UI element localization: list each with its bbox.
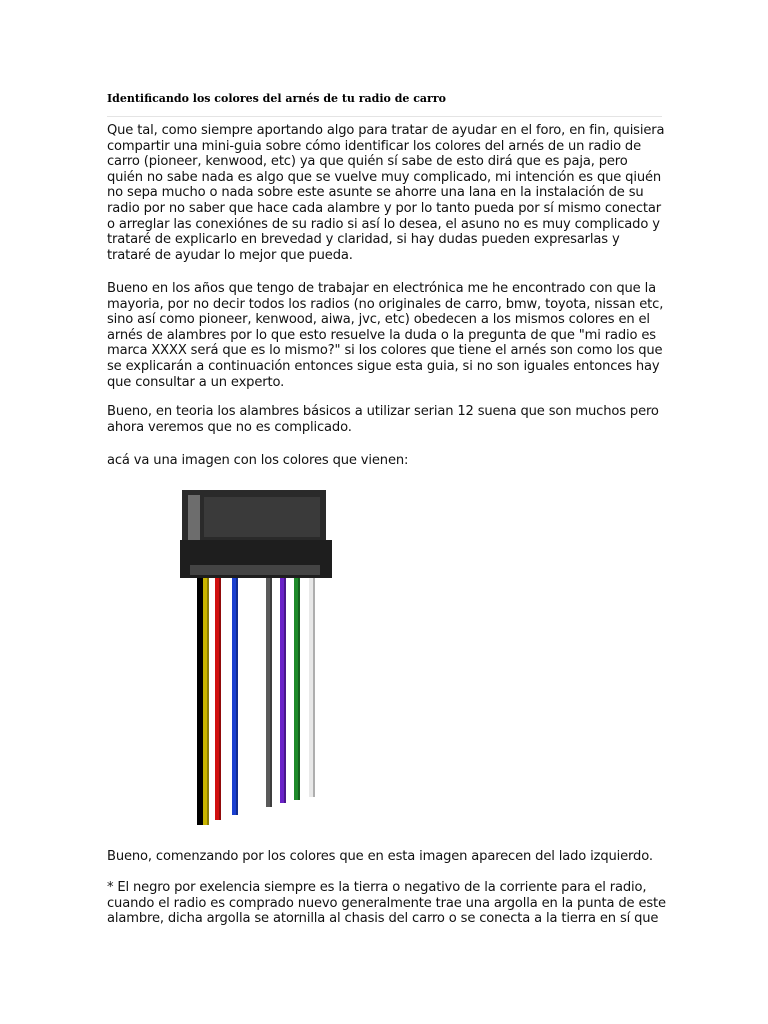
paragraph-image-intro: acá va una imagen con los colores que vienen: (107, 453, 409, 468)
wire-shade-3 (236, 578, 238, 815)
paragraph-starting-left: Bueno, comenzando por los colores que en esta imagen aparecen del lado izquierdo. (107, 849, 653, 864)
connector-slots (204, 497, 320, 537)
wire-shade-2 (219, 578, 221, 820)
wire-shade-0 (201, 578, 203, 825)
paragraph-intro: Que tal, como siempre aportando algo para tratar de ayudar en el foro, en fin, quisiera compartir una mini-guia sobre cómo identificar los colores del arnés de un radio de carro (pioneer, kenwood, etc) ya que quién sí sabe de esto dirá que es paja, pero quién no sabe nada es algo que se vuelve muy complicado, mi intención es que qiuén no sepa mucho o nada sobre este asunte se ahorre una lana en la instalación de su radio por no saber que hace cada alambre y por lo tanto pueda por sí mismo conectar o arreglar las conexiónes de su radio si así lo desea, el asuno no es muy complicado y trataré de explicarlo en brevedad y claridad, si hay dudas pueden expresarlas y trataré de ayudar lo mejor que pueda. (107, 123, 665, 263)
wire-shade-7 (313, 578, 315, 797)
wire-shade-4 (270, 578, 272, 807)
wire-shade-5 (284, 578, 286, 803)
wire-bundle (197, 578, 315, 825)
wire-shade-1 (207, 578, 209, 825)
page-title: Identificando los colores del arnés de tu radio de carro (107, 92, 446, 105)
wire-shade-6 (298, 578, 300, 800)
title-divider (107, 116, 662, 117)
paragraph-experience: Bueno en los años que tengo de trabajar en electrónica me he encontrado con que la mayoria, por no decir todos los radios (no originales de carro, bmw, toyota, nissan etc, sino así como pioneer, kenwood, aiwa, jvc, etc) obedecen a los mismos colores en el arnés de alambres por lo que esto resuelve la duda o la pregunta de que "mi radio es marca XXXX será que es lo mismo?" si los colores que tiene el arnés son como los que se explicarán a continuación entonces sigue esta guia, si no son iguales entonces hay que consultar a un experto. (107, 281, 664, 390)
wire-harness-image (170, 485, 340, 830)
connector-highlight (188, 495, 200, 543)
paragraph-basic-wires: Bueno, en teoria los alambres básicos a utilizar serian 12 suena que son muchos pero ahora veremos que no es complicado. (107, 404, 659, 435)
paragraph-black-wire: * El negro por exelencia siempre es la tierra o negativo de la corriente para el radio, cuando el radio es comprado nuevo generalmente trae una argolla en la punta de este alambre, dicha argolla se atornilla al chasis del carro o se conecta a la tierra en sí que (107, 880, 666, 927)
connector-flange (190, 565, 320, 575)
